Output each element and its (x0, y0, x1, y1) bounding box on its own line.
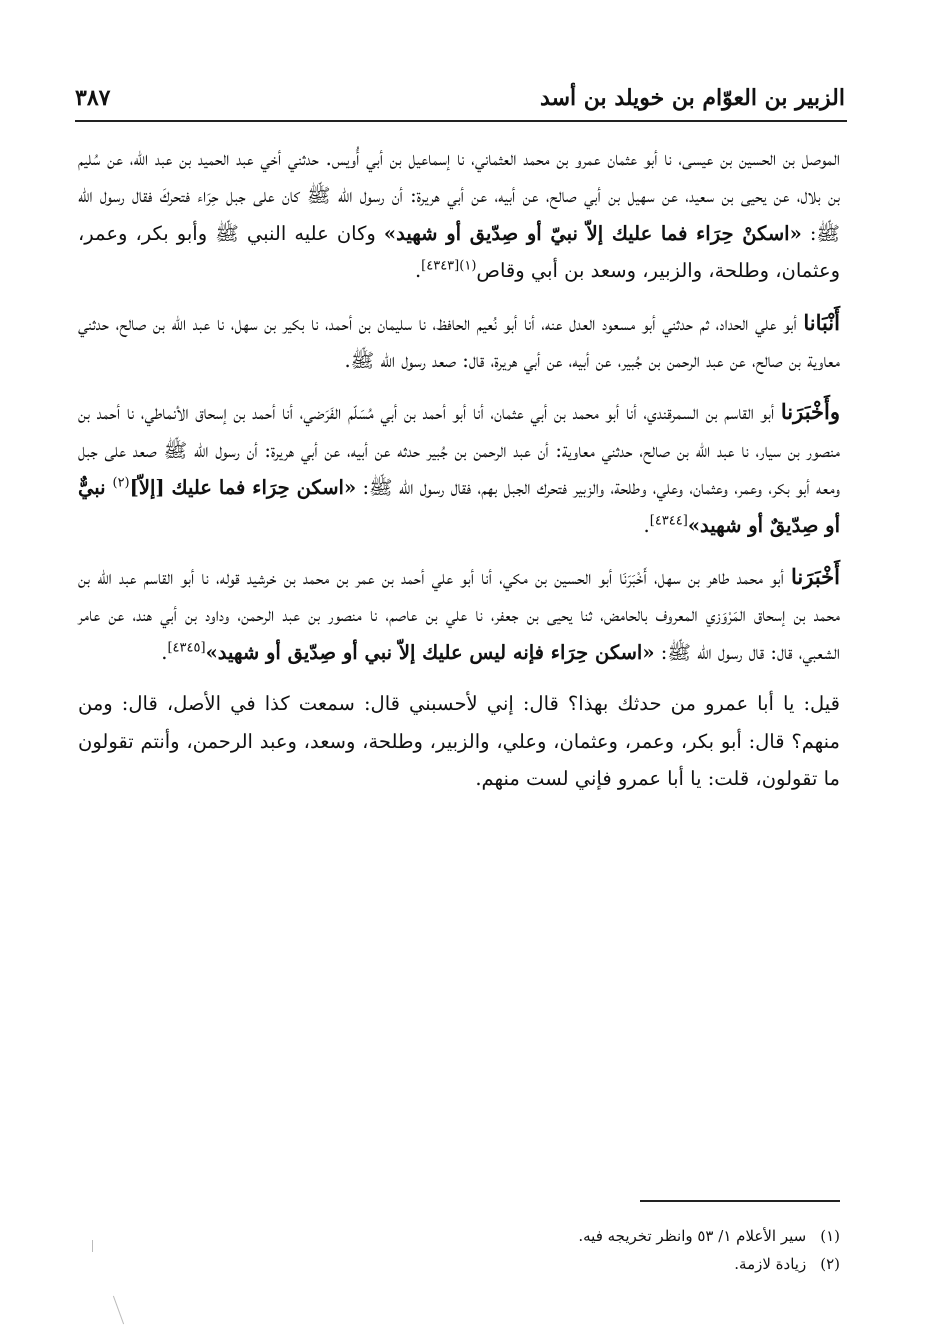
footnote-number: (١) (820, 1227, 840, 1245)
reference-mark: (١) (459, 258, 477, 274)
reference-mark: [٤٣٤٥] (167, 640, 206, 656)
paragraph (78, 558, 840, 671)
text-run: . (414, 259, 422, 283)
footnote (440, 1250, 840, 1278)
paragraph (78, 304, 840, 380)
hadith-quote: «اسكن حِرَاء فما عليك [إلاّ] (129, 476, 357, 500)
paragraph-lead: أَخْبَرَنا (791, 564, 840, 590)
hadith-quote: نبيٌّ أو صِدّيقٌ أو شهيد» (78, 476, 840, 537)
main-text (78, 140, 840, 812)
paragraph-lead: وأَخْبَرَنا (780, 399, 840, 425)
running-title: الزبير بن العوّام بن خويلد بن أسد (540, 85, 845, 111)
reference-mark: [٤٣٤٤] (649, 513, 688, 529)
footnote-divider (640, 1200, 840, 1202)
scan-mark (92, 1240, 93, 1252)
text-run: قيل: يا أبا عمرو من حدثك بهذا؟ قال: إني لأحسبني قال: سمعت كذا في الأصل، قال: ومن منهم؟ قال: أبو بكر، وعمر، وعثمان، وعلي، والزبير، وطلحة، وسعد، وعبد الرحمن، وأنتم تقولون ما تقولون، قلت: يا أبا عمرو فإني لست منهم. (78, 692, 840, 791)
paragraph (78, 685, 840, 797)
text-run: أبو محمد طاهر بن سهل، أَخْبَرَنَا أبو الحسين بن مكي، أنا أبو علي أحمد بن عمر بن محمد بن خرشيد قوله، نا أبو القاسم عبد الله بن محمد بن إسحاق المَرْوَزي المعروف بالحامض، ثنا يحيى بن جعفر، نا علي بن عاصم، نا منصور بن عبد الرحمن، وداود بن أبي هند، عن عامر الشعبي، قال: قال رسول الله ﷺ: (78, 566, 840, 664)
footnotes (440, 1222, 840, 1278)
text-run: . (161, 640, 168, 664)
reference-mark: (٢) (112, 475, 130, 491)
text-run: أبو علي الحداد، ثم حدثني أبو مسعود العدل عنه، أنا أبو نُعيم الحافظ، نا سليمان بن أحمد، نا بكير بن سهل، نا عبد الله بن صالح، حدثني معاوية بن صالح، عن عبد الرحمن بن جُبير، عن أبيه، عن أبي هريرة، قال: صعد رسول الله ﷺ. (78, 311, 840, 373)
footnote (440, 1222, 840, 1250)
footnote-text: زيادة لازمة. (734, 1255, 807, 1273)
paragraph (78, 140, 840, 290)
footnote-number: (٢) (820, 1255, 840, 1273)
paragraph (78, 393, 840, 544)
hadith-quote: «اسكن حِرَاء فإنه ليس عليك إلاّ نبي أو صِدّيق أو شهيد» (205, 640, 655, 664)
header-divider (75, 120, 847, 122)
text-run: الموصل بن الحسين بن عيسى، نا أبو عثمان عمرو بن محمد العثماني، نا إسماعيل بن أبي أُويس. حدثني أخي عبد الحميد بن عبد الله، عن سُليم بن بلال، عن يحيى بن سعيد، عن سهيل بن أبي صالح، عن أبيه، عن أبي هريرة: أن رسول الله ﷺ كان على جبل حِرَاء فتحركَ فقال رسول الله ﷺ: (78, 147, 840, 245)
page-header (75, 80, 845, 120)
reference-mark: [٤٣٤٣] (421, 258, 460, 274)
paragraph-lead: أَنْبَانا (803, 309, 840, 335)
text-run: . (643, 513, 650, 537)
hadith-quote: «اسكنْ حِرَاء فما عليك إلاّ نبيّ أو صِدّيق أو شهيد» (383, 221, 802, 245)
text-run: أبو القاسم بن السمرقندي، أنا أبو محمد بن أبي عثمان، أنا أبو أحمد بن أبي مُسَلّم الفَرَضي، أنا أحمد بن إسحاق الأنماطي، نا أحمد بن منصور بن سيار، نا عبد الله بن صالح، حدثني معاوية: أن عبد الرحمن بن جُبير حدثه عن أبيه، عن أبي هريرة: أن رسول الله ﷺ صعد على جبل ومعه أبو بكر، وعمر، وعثمان، وعلي، وطلحة، والزبير فتحرك الجبل بهم، فقال رسول الله ﷺ: (78, 401, 840, 500)
text-run: وكان عليه النبي ﷺ وأبو بكر، وعمر، وعثمان، وطلحة، والزبير، وسعد بن أبي وقاص (78, 221, 840, 283)
page-number: ٣٨٧ (75, 85, 111, 111)
scan-mark (113, 1296, 124, 1325)
footnote-text: سير الأعلام ١/ ٥٣ وانظر تخريجه فيه. (578, 1227, 807, 1245)
